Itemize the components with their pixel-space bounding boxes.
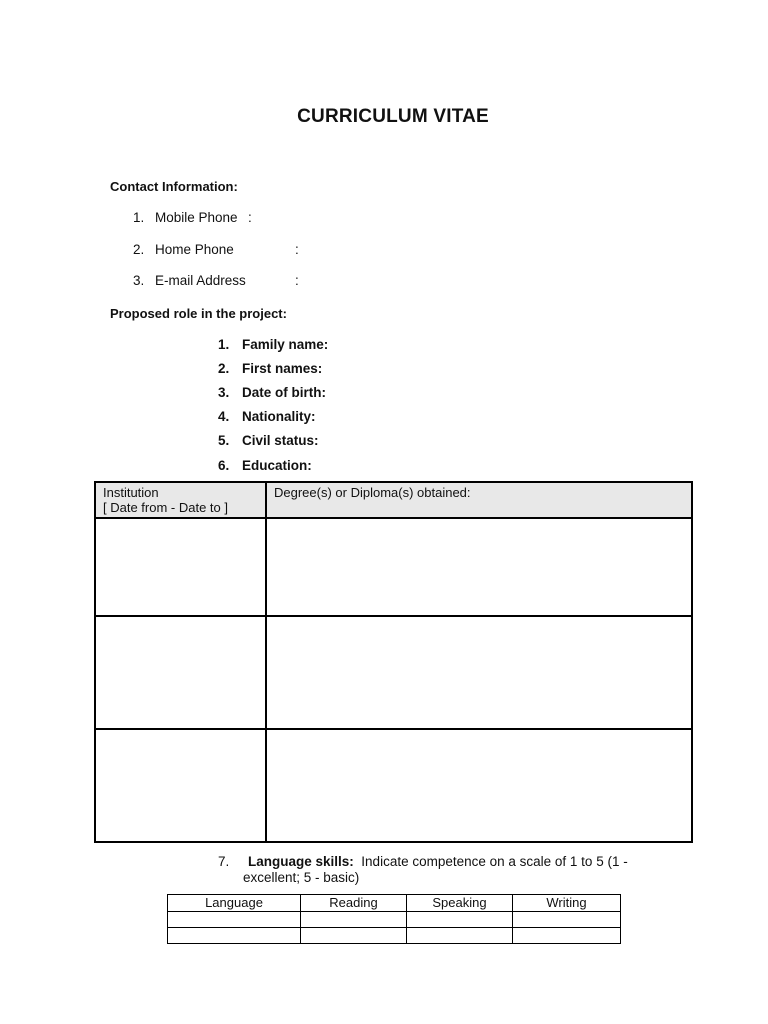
column-header-reading: Reading [301, 895, 407, 912]
column-header-speaking: Speaking [407, 895, 513, 912]
list-number: 3. [218, 385, 230, 400]
field-first-names [218, 361, 322, 376]
table-cell[interactable] [168, 928, 301, 944]
table-cell[interactable] [407, 928, 513, 944]
field-education [218, 458, 312, 473]
list-number: 1. [218, 337, 230, 352]
field-civil-status [218, 433, 319, 448]
table-row [168, 912, 621, 928]
table-row [95, 518, 692, 616]
field-label: Education: [242, 458, 312, 473]
contact-colon: : [248, 210, 252, 225]
field-date-of-birth [218, 385, 326, 400]
table-cell[interactable] [407, 912, 513, 928]
degree-cell[interactable] [266, 616, 692, 729]
language-skills-label: Language skills: [248, 854, 354, 869]
list-number: 3. [133, 273, 145, 288]
table-row [168, 928, 621, 944]
field-label: Nationality: [242, 409, 316, 424]
institution-header-label: Institution [103, 485, 159, 500]
contact-label: Mobile Phone [155, 210, 238, 225]
field-label: Date of birth: [242, 385, 326, 400]
degree-cell[interactable] [266, 518, 692, 616]
contact-colon: : [295, 273, 299, 288]
contact-heading: Contact Information: [110, 179, 238, 194]
education-table [94, 481, 693, 843]
list-number: 5. [218, 433, 230, 448]
language-skills-line [218, 854, 678, 869]
education-table-header [95, 482, 692, 518]
list-number: 7. [218, 854, 230, 869]
list-number: 4. [218, 409, 230, 424]
language-table-header [168, 895, 621, 912]
institution-cell[interactable] [95, 729, 266, 842]
list-number: 2. [218, 361, 230, 376]
field-nationality [218, 409, 316, 424]
contact-label: E-mail Address [155, 273, 246, 288]
date-range-header-label: [ Date from - Date to ] [103, 500, 228, 515]
language-skills-desc-2: excellent; 5 - basic) [243, 870, 360, 885]
contact-item-mobile [133, 210, 238, 225]
page-title: CURRICULUM VITAE [297, 106, 489, 127]
list-number: 6. [218, 458, 230, 473]
field-family-name [218, 337, 328, 352]
field-label: Civil status: [242, 433, 319, 448]
contact-label: Home Phone [155, 242, 234, 257]
contact-colon: : [295, 242, 299, 257]
language-table [167, 894, 621, 944]
table-cell[interactable] [168, 912, 301, 928]
table-cell[interactable] [513, 928, 621, 944]
table-cell[interactable] [301, 912, 407, 928]
institution-cell[interactable] [95, 518, 266, 616]
contact-item-home [133, 242, 234, 257]
list-number: 2. [133, 242, 145, 257]
column-header-language: Language [168, 895, 301, 912]
institution-column-header [95, 482, 266, 518]
table-row [95, 616, 692, 729]
degree-cell[interactable] [266, 729, 692, 842]
institution-cell[interactable] [95, 616, 266, 729]
proposed-role-heading: Proposed role in the project: [110, 306, 287, 321]
table-row [95, 729, 692, 842]
contact-item-email [133, 273, 246, 288]
degree-column-header: Degree(s) or Diploma(s) obtained: [266, 482, 692, 518]
language-skills-desc: Indicate competence on a scale of 1 to 5 (1 - [361, 854, 628, 869]
field-label: Family name: [242, 337, 329, 352]
table-cell[interactable] [301, 928, 407, 944]
list-number: 1. [133, 210, 145, 225]
table-cell[interactable] [513, 912, 621, 928]
column-header-writing: Writing [513, 895, 621, 912]
field-label: First names: [242, 361, 323, 376]
